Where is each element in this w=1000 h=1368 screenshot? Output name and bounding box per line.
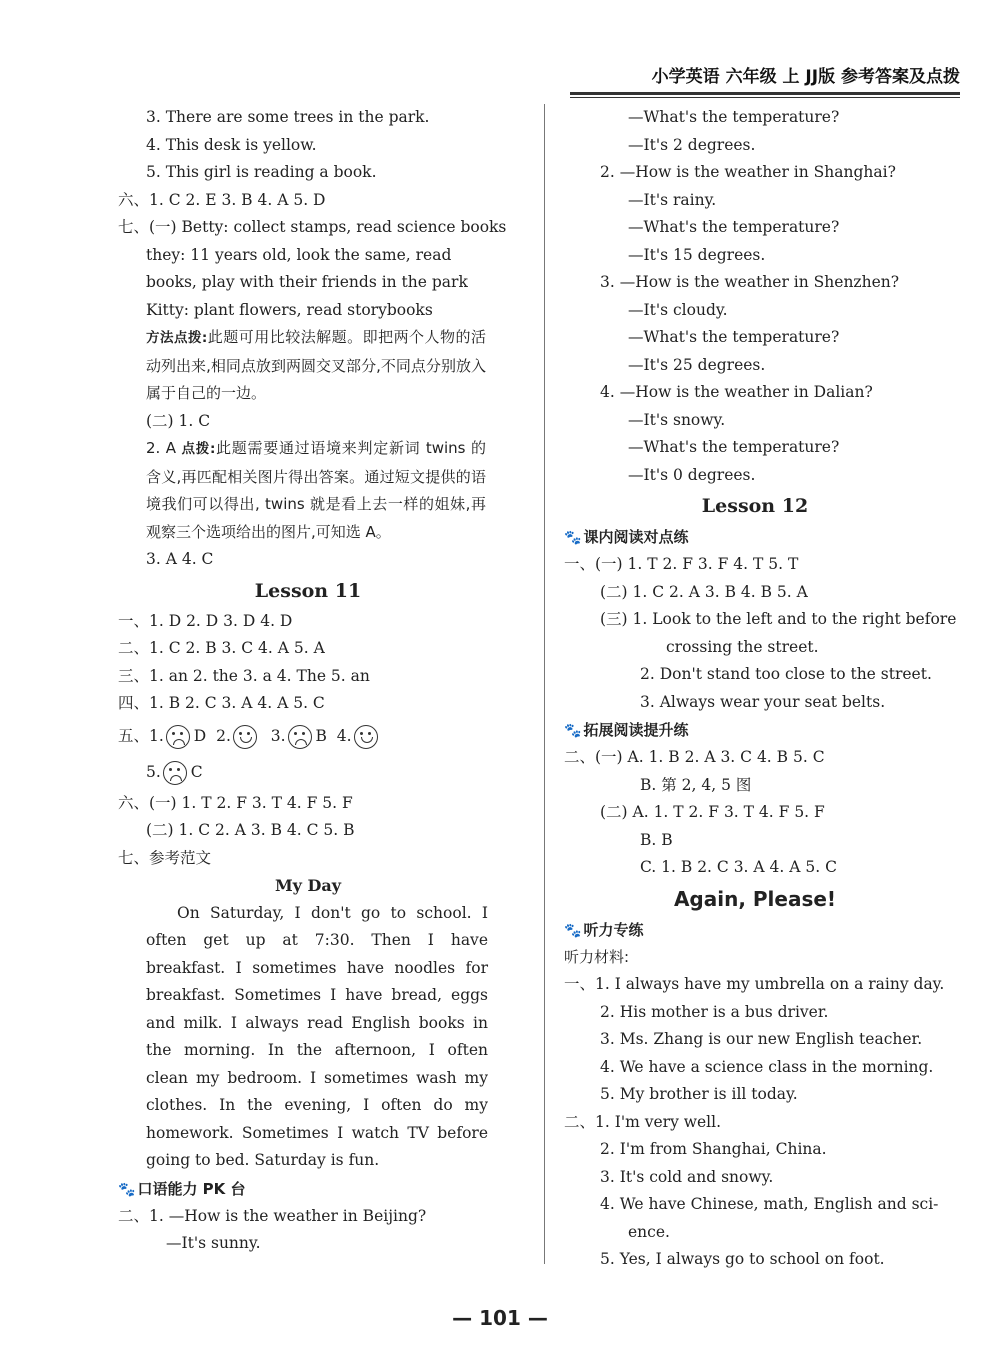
- answer-line: 一、(一) 1. T 2. F 3. F 4. T 5. T: [564, 555, 799, 573]
- answer-line: 3. There are some trees in the park.: [146, 108, 430, 126]
- happy-face-icon: [354, 725, 378, 749]
- tip-text: 此题需要通过语境来判定新词 twins 的含义,再匹配相关图片得出答案。通过短文提供的语境我们可以得出, twins 就是看上去一样的姐妹,再观察三个选项给出的图片,可知选 A。: [146, 439, 486, 541]
- section-title: 拓展阅读提升练: [583, 721, 689, 739]
- answer-line: 5. This girl is reading a book.: [146, 163, 377, 181]
- answer-line: ence.: [628, 1222, 670, 1241]
- answer-line: —It's 15 degrees.: [628, 245, 766, 264]
- paw-icon: 🐾: [564, 530, 582, 546]
- answer-line: 5. My brother is ill today.: [600, 1085, 798, 1103]
- tip-tag: 方法点拨:: [146, 330, 208, 346]
- listening-heading: 听力材料:: [564, 947, 630, 966]
- face-answer-line: [118, 754, 498, 790]
- left-column: [118, 104, 507, 1258]
- answer-line: 3. A 4. C: [146, 550, 214, 568]
- answer-line: —It's 25 degrees.: [628, 355, 766, 374]
- section-title: 课内阅读对点练: [583, 528, 689, 546]
- answer-line: 5. Yes, I always go to school on foot.: [600, 1250, 885, 1268]
- answer-line: 3. Always wear your seat belts.: [640, 692, 886, 711]
- sad-face-icon: [166, 725, 190, 749]
- answer-label: 2. A: [146, 439, 177, 457]
- answer-line: 2. I'm from Shanghai, China.: [600, 1140, 827, 1158]
- answer-line: —It's 2 degrees.: [628, 135, 756, 154]
- answer-line: (二) 1. C 2. A 3. B 4. B 5. A: [600, 582, 808, 601]
- tip-text: 此题可用比较法解题。即把两个人物的活动列出来,相同点放到两圆交叉部分,不同点分别放入属于自己的一边。: [146, 328, 486, 402]
- tip-tag: 点拨:: [181, 441, 216, 457]
- answer-line: —What's the temperature?: [628, 328, 840, 346]
- lesson-heading: Lesson 12: [701, 495, 809, 517]
- paw-icon: 🐾: [564, 723, 582, 739]
- header-rule-thin: [570, 97, 960, 98]
- answer-line: 二、(一) A. 1. B 2. A 3. C 4. B 5. C: [564, 748, 825, 766]
- answer-line: —What's the temperature?: [628, 108, 840, 126]
- essay-title: My Day: [274, 876, 342, 895]
- answer-line: 2. —How is the weather in Shanghai?: [600, 163, 896, 181]
- sad-face-icon: [288, 725, 312, 749]
- answer-line: —It's rainy.: [628, 190, 717, 209]
- sad-face-icon: [163, 761, 187, 785]
- answer-label: 2.: [216, 726, 231, 745]
- section-banner: Again, Please!: [673, 886, 837, 911]
- answer-line: (二) 1. C 2. A 3. B 4. C 5. B: [146, 821, 355, 839]
- header-rule: [570, 92, 960, 95]
- page-number: — 101 —: [452, 1306, 548, 1330]
- answer-line: 4. We have a science class in the morning.: [600, 1057, 934, 1076]
- answer-line: 3. —How is the weather in Shenzhen?: [600, 273, 900, 291]
- answer-line: —It's 0 degrees.: [628, 465, 756, 484]
- answer-line: 3. It's cold and snowy.: [600, 1167, 774, 1186]
- answer-line: 七、参考范文: [118, 848, 212, 867]
- answer-line: books, play with their friends in the park: [146, 273, 468, 291]
- answer-line: 四、1. B 2. C 3. A 4. A 5. C: [118, 694, 325, 712]
- answer-line: (三) 1. Look to the left and to the right before: [600, 610, 957, 628]
- page-header: 小学英语 六年级 上 JJ版 参考答案及点拨: [651, 67, 960, 87]
- answer-line: 4. This desk is yellow.: [146, 135, 317, 154]
- answer-line: 一、1. D 2. D 3. D 4. D: [118, 611, 293, 630]
- answer-line: 三、1. an 2. the 3. a 4. The 5. an: [118, 666, 370, 685]
- answer-label: 五、1.: [118, 726, 164, 745]
- paw-icon: 🐾: [564, 922, 582, 939]
- answer-line: 2. His mother is a bus driver.: [600, 1002, 829, 1021]
- answer-line: —It's sunny.: [166, 1234, 261, 1252]
- section-title: 听力专练: [583, 920, 644, 939]
- answer-label: 5.: [146, 762, 161, 781]
- happy-face-icon: [233, 725, 257, 749]
- section-heading: [564, 916, 950, 944]
- section-heading: [118, 1175, 498, 1203]
- answer-line: 2. Don't stand too close to the street.: [640, 665, 932, 683]
- answer-line: 3. Ms. Zhang is our new English teacher.: [600, 1030, 923, 1048]
- answer-line: 六、1. C 2. E 3. B 4. A 5. D: [118, 190, 326, 209]
- face-answer-line: [118, 718, 498, 754]
- answer-line: 4. We have Chinese, math, English and sci-: [600, 1195, 939, 1213]
- answer-label: 4.: [336, 726, 352, 745]
- answer-line: 七、(一) Betty: collect stamps, read science books: [118, 218, 507, 236]
- answer-line: 4. —How is the weather in Dalian?: [600, 383, 873, 401]
- paw-icon: 🐾: [118, 1181, 136, 1198]
- answer-line: —What's the temperature?: [628, 218, 840, 236]
- answer-value: B: [315, 726, 327, 745]
- answer-line: Kitty: plant flowers, read storybooks: [146, 300, 433, 319]
- answer-line: 六、(一) 1. T 2. F 3. T 4. F 5. F: [118, 793, 353, 812]
- answer-line: —It's snowy.: [628, 410, 726, 429]
- answer-value: D: [193, 726, 207, 745]
- method-tip: [118, 324, 486, 408]
- answer-line: 一、1. I always have my umbrella on a rainy day.: [564, 975, 945, 993]
- answer-line: —It's cloudy.: [628, 300, 728, 319]
- answer-line: 二、1. C 2. B 3. C 4. A 5. A: [118, 639, 325, 657]
- answer-line: B. 第 2, 4, 5 图: [640, 775, 752, 794]
- section-heading: [564, 523, 950, 551]
- hint-tip: [118, 435, 486, 546]
- answer-line: they: 11 years old, look the same, read: [146, 245, 452, 264]
- answer-line: —What's the temperature?: [628, 438, 840, 456]
- answer-label: 3.: [270, 726, 286, 745]
- answer-line: (二) A. 1. T 2. F 3. T 4. F 5. F: [600, 803, 825, 821]
- answer-line: (二) 1. C: [146, 411, 211, 430]
- column-divider: [544, 104, 545, 1264]
- answer-line: C. 1. B 2. C 3. A 4. A 5. C: [640, 858, 837, 876]
- answer-line: B. B: [640, 830, 673, 849]
- essay-body: On Saturday, I don't go to school. I often get up at 7:30. Then I have breakfast. I sometimes have noodles for breakfast. Sometimes I have bread, eggs and milk. I always read English books in the morning. In the afternoon, I often clean my bedroom. I sometimes wash my clothes. In the evening, I often do my homework. Sometimes I watch TV before going to bed. Saturday is fun.: [146, 903, 488, 1169]
- lesson-heading: Lesson 11: [254, 579, 362, 602]
- answer-line: crossing the street.: [666, 637, 819, 656]
- answer-line: 二、1. —How is the weather in Beijing?: [118, 1206, 427, 1225]
- answer-value: C: [190, 762, 203, 781]
- right-column: [564, 104, 957, 1274]
- section-title: 口语能力 PK 台: [137, 1179, 246, 1198]
- section-heading: [564, 716, 950, 744]
- answer-line: 二、1. I'm very well.: [564, 1112, 722, 1131]
